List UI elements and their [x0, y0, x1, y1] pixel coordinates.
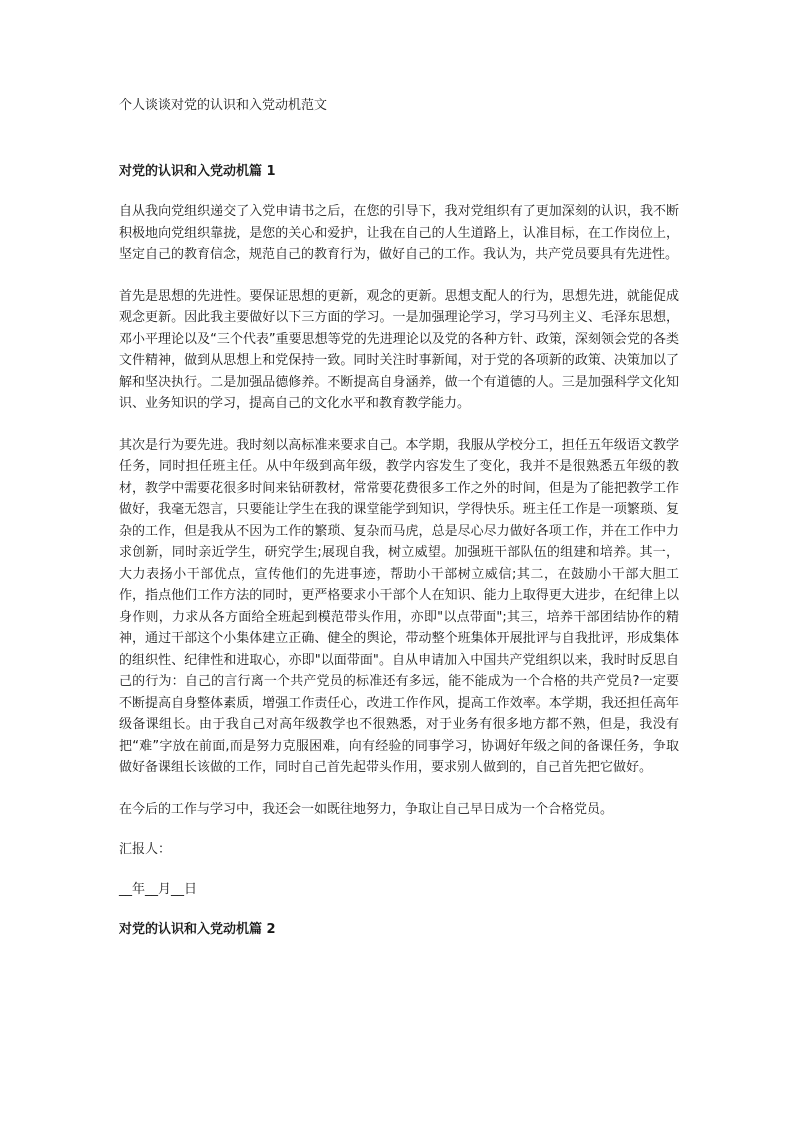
paragraph-behavior-advancement: 其次是行为要先进。我时刻以高标准来要求自己。本学期，我服从学校分工，担任五年级语文教学任务，同时担任班主任。从中年级到高年级，教学内容发生了变化，我并不是很熟悉五年级的教材，教学中需要花很多时间来钻研教材，常常要花费很多工作之外的时间，但是为了能把教学工作做好，我毫无怨言，只要能让学生在我的课堂能学到知识，学得快乐。班主任工作是一项繁琐、复杂的工作，但是我从不因为工作的繁琐、复杂而马虎，总是尽心尽力做好各项工作，并在工作中力求创新，同时亲近学生，研究学生;展现自我，树立威望。加强班干部队伍的组建和培养。其一，大力表扬小干部优点，宣传他们的先进事迹，帮助小干部树立威信;其二，在鼓励小干部大胆工作，指点他们工作方法的同时，更严格要求小干部个人在知识、能力上取得更大进步，在纪律上以身作则，力求从各方面给全班起到模范带头作用，亦即"以点带面";其三，培养干部团结协作的精神，通过干部这个小集体建立正确、健全的舆论，带动整个班集体开展批评与自我批评，形成集体的组织性、纪律性和进取心，亦即"以面带面"。自从申请加入中国共产党组织以来，我时时反思自己的行为：自己的言行离一个共产党员的标准还有多远，能不能成为一个合格的共产党员?一定要不断提高自身整体素质，增强工作责任心，改进工作作风，提高工作效率。本学期，我还担任高年级备课组长。由于我自己对高年级教学也不很熟悉，对于业务有很多地方都不熟，但是，我没有把“难”字放在前面,而是努力克服困难，向有经验的同事学习，协调好年级之间的备课任务，争取做好备课组长该做的工作，同时自己首先起带头作用，要求别人做到的，自己首先把它做好。 — [119, 437, 679, 775]
reporter-label: 汇报人： — [119, 842, 172, 857]
date-line: __年__月__日 — [119, 882, 198, 897]
paragraph-intro: 自从我向党组织递交了入党申请书之后，在您的引导下，我对党组织有了更加深刻的认识，我不断积极地向党组织靠拢，是您的关心和爱护，让我在自己的人生道路上，认准目标，在工作岗位上，坚定自己的教育信念，规范自己的教育行为，做好自己的工作。我认为，共产党员要具有先进性。 — [119, 204, 679, 262]
document-title: 个人谈谈对党的认识和入党动机范文 — [119, 98, 328, 113]
section-heading-2: 对党的认识和入党动机篇 2 — [119, 922, 276, 937]
section-heading-1: 对党的认识和入党动机篇 1 — [119, 164, 276, 179]
paragraph-thought-advancement: 首先是思想的先进性。要保证思想的更新，观念的更新。思想支配人的行为，思想先进，就能促成观念更新。因此我主要做好以下三方面的学习。一是加强理论学习，学习马列主义、毛泽东思想，邓小平理论以及“三个代表”重要思想等党的先进理论以及党的各种方针、政策，深刻领会党的各类文件精神，做到从思想上和党保持一致。同时关注时事新闻，对于党的各项新的政策、决策加以了解和坚决执行。二是加强品德修养。不断提高自身涵养，做一个有道德的人。三是加强科学文化知识、业务知识的学习，提高自己的文化水平和教育教学能力。 — [119, 288, 679, 411]
document-body — [119, 96, 679, 959]
paragraph-conclusion: 在今后的工作与学习中，我还会一如既往地努力，争取让自己早日成为一个合格党员。 — [119, 801, 614, 817]
